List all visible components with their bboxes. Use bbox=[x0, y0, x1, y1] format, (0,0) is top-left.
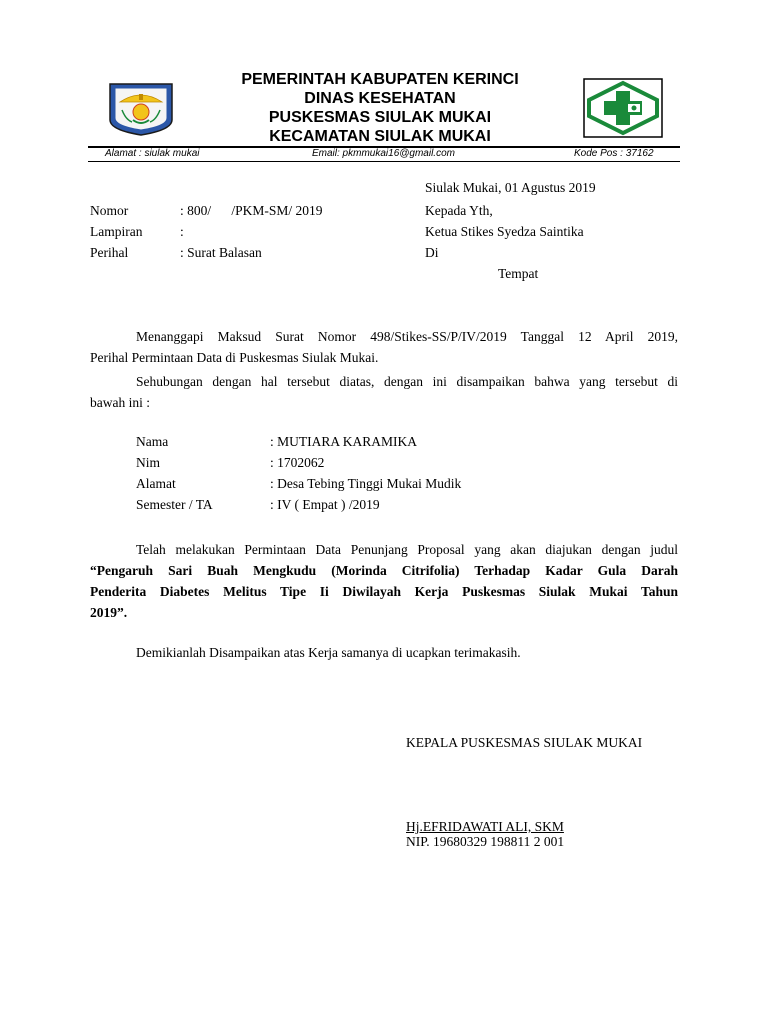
lampiran-label: Lampiran bbox=[90, 224, 143, 239]
paragraph-1-line-2: Perihal Permintaan Data di Puskesmas Siulak Mukai. bbox=[90, 350, 379, 365]
letterhead-line-government: PEMERINTAH KABUPATEN KERINCI bbox=[241, 71, 519, 88]
paragraph-1-line-1: Menanggapi Maksud Surat Nomor 498/Stikes-SS/P/IV/2019 Tanggal 12 April 2019, bbox=[136, 329, 678, 344]
research-title-line-1: “Pengaruh Sari Buah Mengkudu (Morinda Citrifolia) Terhadap Kadar Gula Darah bbox=[90, 563, 678, 578]
paragraph-3 bbox=[90, 539, 678, 623]
signature-title: KEPALA PUSKESMAS SIULAK MUKAI bbox=[406, 735, 643, 750]
student-value-nim: : 1702062 bbox=[270, 455, 325, 470]
letterhead-contact-row bbox=[88, 147, 680, 161]
letterhead-line-department: DINAS KESEHATAN bbox=[304, 90, 456, 107]
student-label-nama: Nama bbox=[136, 434, 169, 449]
recipient-line-4: Tempat bbox=[498, 266, 539, 281]
letterhead-rule-thin bbox=[88, 161, 680, 162]
student-value-nama: : MUTIARA KARAMIKA bbox=[270, 434, 418, 449]
email-text: Email: pkmmukai16@gmail.com bbox=[312, 148, 455, 159]
signatory-name: Hj.EFRIDAWATI ALI, SKM bbox=[406, 819, 564, 834]
student-label-semester: Semester / TA bbox=[136, 497, 213, 512]
kerinci-regency-emblem-icon bbox=[104, 80, 178, 136]
research-title-line-3: 2019”. bbox=[90, 605, 128, 620]
recipient-line-1: Kepada Yth, bbox=[425, 203, 493, 218]
letterhead bbox=[180, 70, 580, 146]
research-title-line-2: Penderita Diabetes Melitus Tipe Ii Diwilayah Kerja Puskesmas Siulak Mukai Tahun bbox=[90, 584, 678, 599]
paragraph-1 bbox=[90, 326, 678, 368]
nomor-label: Nomor bbox=[90, 203, 129, 218]
letterhead-line-puskesmas: PUSKESMAS SIULAK MUKAI bbox=[268, 109, 492, 126]
puskesmas-cross-logo-icon bbox=[583, 78, 663, 138]
closing-sentence: Demikianlah Disampaikan atas Kerja samanya di ucapkan terimakasih. bbox=[136, 645, 521, 660]
address-text: Alamat : siulak mukai bbox=[105, 148, 200, 159]
student-value-semester: : IV ( Empat ) /2019 bbox=[270, 497, 380, 512]
perihal-label: Perihal bbox=[90, 245, 129, 260]
nomor-value: : 800/ /PKM-SM/ 2019 bbox=[180, 203, 323, 218]
postal-code-text: Kode Pos : 37162 bbox=[574, 148, 654, 159]
student-value-alamat: : Desa Tebing Tinggi Mukai Mudik bbox=[270, 476, 462, 491]
paragraph-3-intro: Telah melakukan Permintaan Data Penunjang Proposal yang akan diajukan dengan judul bbox=[136, 542, 678, 557]
student-label-alamat: Alamat bbox=[136, 476, 176, 491]
place-date: Siulak Mukai, 01 Agustus 2019 bbox=[425, 180, 596, 195]
letterhead-line-district: KECAMATAN SIULAK MUKAI bbox=[269, 128, 491, 145]
paragraph-2-line-1: Sehubungan dengan hal tersebut diatas, dengan ini disampaikan bahwa yang tersebut di bbox=[136, 374, 678, 389]
paragraph-2-line-2: bawah ini : bbox=[90, 395, 150, 410]
recipient-line-2: Ketua Stikes Syedza Saintika bbox=[425, 224, 584, 239]
recipient-line-3: Di bbox=[425, 245, 439, 260]
perihal-value: : Surat Balasan bbox=[180, 245, 262, 260]
student-label-nim: Nim bbox=[136, 455, 161, 470]
paragraph-2 bbox=[90, 371, 678, 413]
signatory-nip: NIP. 19680329 198811 2 001 bbox=[406, 834, 565, 849]
lampiran-value: : bbox=[180, 224, 184, 239]
